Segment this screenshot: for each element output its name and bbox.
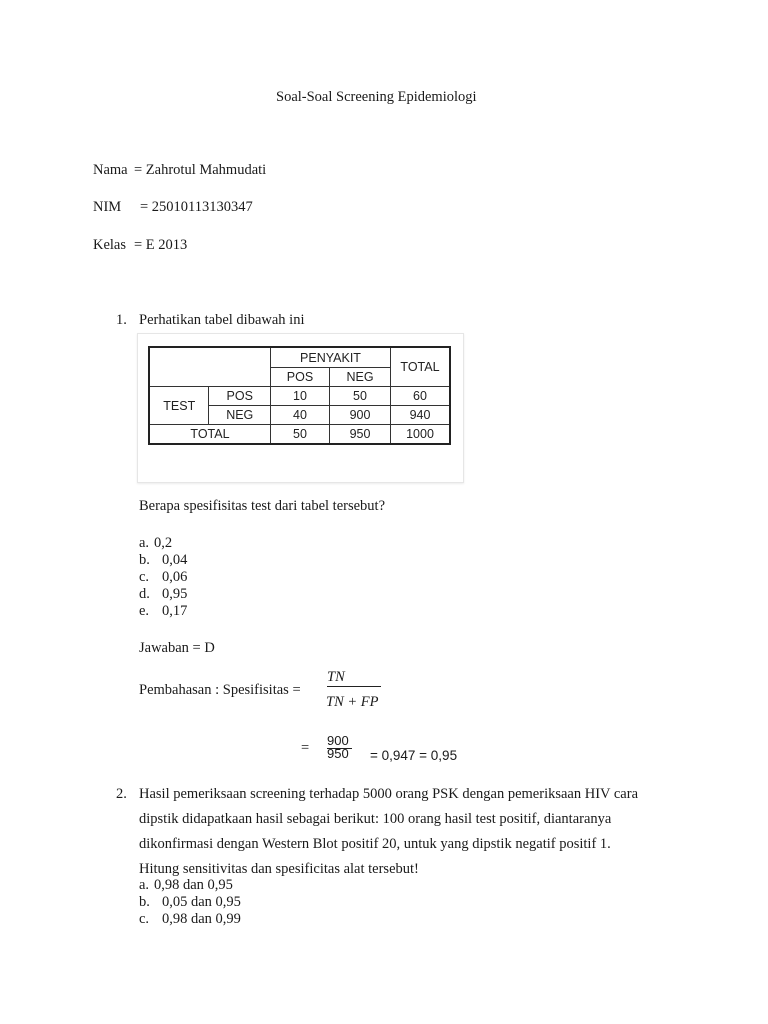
kelas-label: Kelas — [93, 237, 127, 253]
cell-pos-pos: 10 — [271, 387, 330, 406]
row-neg: NEG — [209, 406, 271, 425]
formula-denominator: TN + FP — [326, 694, 379, 710]
col-pos: POS — [271, 368, 330, 387]
q2-option-b-key: b. — [139, 894, 150, 910]
cell-neg-pos: 40 — [271, 406, 330, 425]
q1-option-c-value: 0,06 — [162, 569, 188, 585]
q1-prompt: Perhatikan tabel dibawah ini — [139, 312, 305, 328]
q1-option-e-key: e. — [139, 603, 150, 619]
q2-number: 2. — [116, 786, 127, 802]
calc-equals: = — [301, 740, 310, 756]
cell-tot-pos: 50 — [271, 425, 330, 445]
q1-option-c-key: c. — [139, 569, 150, 585]
header-penyakit: PENYAKIT — [271, 347, 391, 368]
cell-pos-total: 60 — [391, 387, 451, 406]
q1-question: Berapa spesifisitas test dari tabel tersebut? — [139, 498, 386, 514]
header-total: TOTAL — [391, 347, 451, 387]
formula-fraction-bar — [327, 686, 381, 687]
q1-option-d-value: 0,95 — [162, 586, 188, 602]
q1-option-b-key: b. — [139, 552, 150, 568]
q1-option-d-key: d. — [139, 586, 150, 602]
q1-option-b-value: 0,04 — [162, 552, 188, 568]
q2-option-a-value: 0,98 dan 0,95 — [154, 877, 233, 893]
cell-pos-neg: 50 — [330, 387, 391, 406]
nama-label: Nama — [93, 162, 128, 178]
cell-tot-total: 1000 — [391, 425, 451, 445]
q1-answer: Jawaban = D — [139, 640, 215, 656]
q2-line-3: dikonfirmasi dengan Western Blot positif 20, untuk yang dipstik negatif positif 1. — [139, 836, 611, 852]
q2-option-b-value: 0,05 dan 0,95 — [162, 894, 241, 910]
q1-option-a-value: 0,2 — [154, 535, 173, 551]
q2-option-c-key: c. — [139, 911, 150, 927]
calc-denominator: 950 — [327, 746, 349, 761]
q1-contingency-table — [148, 346, 451, 445]
q1-number: 1. — [116, 312, 127, 328]
formula-numerator: TN — [327, 669, 345, 685]
calc-result: = 0,947 = 0,95 — [370, 748, 458, 763]
cell-neg-total: 940 — [391, 406, 451, 425]
q2-line-2: dipstik didapatkaan hasil sebagai berikut: 100 orang hasil test positif, diantaranya — [139, 811, 612, 827]
table-empty-corner — [149, 347, 271, 387]
cell-tot-neg: 950 — [330, 425, 391, 445]
nim-value: = 25010113130347 — [140, 199, 253, 215]
q2-line-1: Hasil pemeriksaan screening terhadap 5000 orang PSK dengan pemeriksaan HIV cara — [139, 786, 639, 802]
q2-option-c-value: 0,98 dan 0,99 — [162, 911, 241, 927]
col-neg: NEG — [330, 368, 391, 387]
nim-label: NIM — [93, 199, 122, 215]
q1-option-e-value: 0,17 — [162, 603, 188, 619]
document-title: Soal-Soal Screening Epidemiologi — [276, 89, 477, 105]
nama-value: = Zahrotul Mahmudati — [134, 162, 267, 178]
q1-table-image — [137, 333, 464, 483]
calc-numerator: 900 — [327, 733, 349, 748]
cell-neg-neg: 900 — [330, 406, 391, 425]
kelas-value: = E 2013 — [134, 237, 188, 253]
q2-line-4: Hitung sensitivitas dan spesificitas alat tersebut! — [139, 861, 419, 877]
q1-option-a-key: a. — [139, 535, 150, 551]
row-pos: POS — [209, 387, 271, 406]
q2-option-a-key: a. — [139, 877, 150, 893]
row-test: TEST — [149, 387, 209, 425]
q1-discussion-label: Pembahasan : Spesifisitas = — [139, 682, 301, 698]
row-total: TOTAL — [149, 425, 271, 445]
